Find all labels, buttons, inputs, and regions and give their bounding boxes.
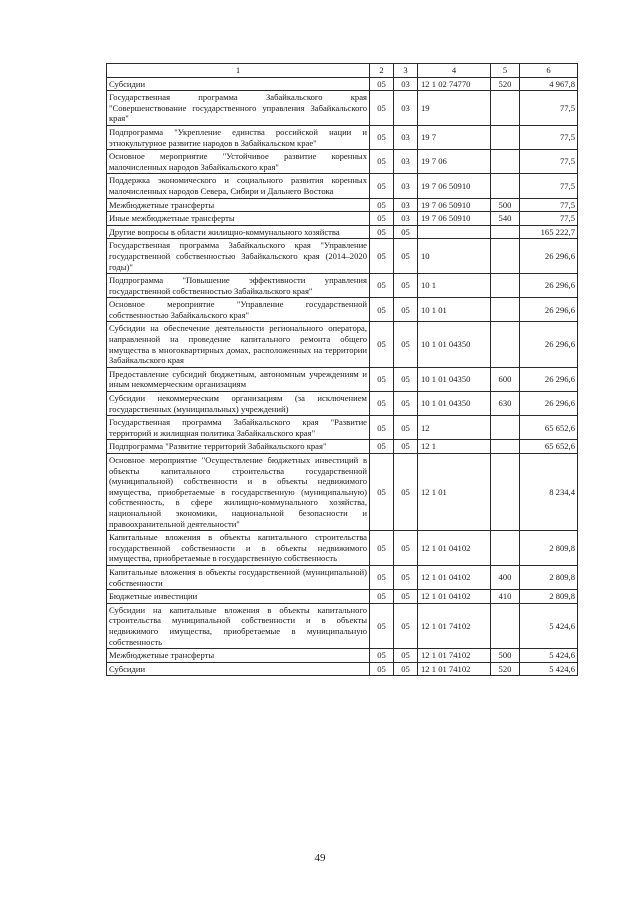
amount-cell: 4 967,8: [520, 77, 578, 91]
amount-cell: 5 424,6: [520, 662, 578, 676]
row-name-cell: Основное мероприятие "Осуществление бюджетных инвестиций в объекты капитального строительства государственной (муниципальной) собственности и в объекты недвижимого имущества, приобретаемые в государственную (муниципальную) собственность, в сфере жилищно-коммунального хозяйства, национальной экономики, национальной безопасности и правоохранительной деятельности": [107, 454, 370, 531]
header-row: [107, 64, 578, 78]
row-name-cell: Подпрограмма "Укрепление единства российской нации и этнокультурное развитие народов в Забайкальском крае": [107, 125, 370, 149]
row-name-cell: Подпрограмма "Повышение эффективности управления государственной собственностью Забайкальского края": [107, 274, 370, 298]
subsection-cell: 05: [394, 454, 418, 531]
table-row: [107, 649, 578, 663]
expense-type-cell: 600: [491, 367, 520, 391]
expense-type-cell: [491, 274, 520, 298]
amount-cell: 77,5: [520, 125, 578, 149]
table-row: [107, 225, 578, 239]
subsection-cell: 05: [394, 416, 418, 440]
amount-cell: 77,5: [520, 198, 578, 212]
section-cell: 05: [370, 225, 394, 239]
section-cell: 05: [370, 603, 394, 648]
target-code-cell: 12 1 01 74102: [418, 662, 491, 676]
target-code-cell: 19 7 06: [418, 150, 491, 174]
subsection-cell: 05: [394, 565, 418, 589]
section-cell: 05: [370, 590, 394, 604]
amount-cell: 77,5: [520, 174, 578, 198]
expense-type-cell: [491, 454, 520, 531]
subsection-cell: 05: [394, 392, 418, 416]
page-number: 49: [314, 852, 326, 864]
table-row: [107, 91, 578, 126]
subsection-cell: 05: [394, 239, 418, 274]
column-header: 4: [418, 64, 491, 78]
row-name-cell: Основное мероприятие "Устойчивое развитие коренных малочисленных народов Забайкальского края": [107, 150, 370, 174]
row-name-cell: Субсидии на обеспечение деятельности регионального оператора, направленной на проведение капитального ремонта общего имущества в многоквартирных домах, расположенных на территории Забайкальского края: [107, 322, 370, 367]
target-code-cell: 19 7 06 50910: [418, 212, 491, 226]
amount-cell: 26 296,6: [520, 298, 578, 322]
expense-type-cell: [491, 440, 520, 454]
table-row: [107, 392, 578, 416]
row-name-cell: Межбюджетные трансферты: [107, 649, 370, 663]
expense-type-cell: [491, 298, 520, 322]
row-name-cell: Субсидии на капитальные вложения в объекты капитального строительства муниципальной собственности и в объекты недвижимого имущества, приобретаемые в муниципальную собственность: [107, 603, 370, 648]
section-cell: 05: [370, 298, 394, 322]
section-cell: 05: [370, 274, 394, 298]
section-cell: 05: [370, 77, 394, 91]
section-cell: 05: [370, 440, 394, 454]
expense-type-cell: [491, 603, 520, 648]
target-code-cell: 12 1 01 04102: [418, 565, 491, 589]
column-header: 5: [491, 64, 520, 78]
section-cell: 05: [370, 565, 394, 589]
expense-type-cell: [491, 239, 520, 274]
subsection-cell: 03: [394, 150, 418, 174]
table-row: [107, 239, 578, 274]
row-name-cell: Иные межбюджетные трансферты: [107, 212, 370, 226]
table-row: [107, 565, 578, 589]
subsection-cell: 05: [394, 590, 418, 604]
row-name-cell: Субсидии: [107, 662, 370, 676]
table-row: [107, 198, 578, 212]
table-row: [107, 322, 578, 367]
subsection-cell: 03: [394, 198, 418, 212]
table-row: [107, 212, 578, 226]
row-name-cell: Капитальные вложения в объекты государственной (муниципальной) собственности: [107, 565, 370, 589]
section-cell: 05: [370, 662, 394, 676]
section-cell: 05: [370, 322, 394, 367]
subsection-cell: 03: [394, 91, 418, 126]
target-code-cell: 12 1 01 04102: [418, 590, 491, 604]
table-row: [107, 367, 578, 391]
table-row: [107, 416, 578, 440]
table-row: [107, 603, 578, 648]
subsection-cell: 03: [394, 174, 418, 198]
column-header: 1: [107, 64, 370, 78]
column-header: 3: [394, 64, 418, 78]
column-header: 2: [370, 64, 394, 78]
target-code-cell: 10 1 01 04350: [418, 322, 491, 367]
section-cell: 05: [370, 174, 394, 198]
amount-cell: 77,5: [520, 212, 578, 226]
expense-type-cell: 410: [491, 590, 520, 604]
section-cell: 05: [370, 198, 394, 212]
amount-cell: 165 222,7: [520, 225, 578, 239]
target-code-cell: 12 1: [418, 440, 491, 454]
row-name-cell: Подпрограмма "Развитие территорий Забайкальского края": [107, 440, 370, 454]
table-row: [107, 298, 578, 322]
amount-cell: 5 424,6: [520, 603, 578, 648]
expense-type-cell: [491, 531, 520, 566]
subsection-cell: 05: [394, 298, 418, 322]
table-row: [107, 662, 578, 676]
subsection-cell: 03: [394, 212, 418, 226]
amount-cell: 8 234,4: [520, 454, 578, 531]
target-code-cell: 12: [418, 416, 491, 440]
table-row: [107, 590, 578, 604]
amount-cell: 26 296,6: [520, 239, 578, 274]
section-cell: 05: [370, 392, 394, 416]
amount-cell: 2 809,8: [520, 531, 578, 566]
amount-cell: 65 652,6: [520, 440, 578, 454]
expense-type-cell: 500: [491, 198, 520, 212]
row-name-cell: Предоставление субсидий бюджетным, автономным учреждениям и иным некоммерческим организациям: [107, 367, 370, 391]
row-name-cell: Субсидии: [107, 77, 370, 91]
table-row: [107, 440, 578, 454]
expense-type-cell: 520: [491, 77, 520, 91]
table-row: [107, 531, 578, 566]
target-code-cell: 10 1 01: [418, 298, 491, 322]
subsection-cell: 05: [394, 531, 418, 566]
subsection-cell: 05: [394, 649, 418, 663]
target-code-cell: 10: [418, 239, 491, 274]
row-name-cell: Поддержка экономического и социального развития коренных малочисленных народов Севера, Сибири и Дальнего Востока: [107, 174, 370, 198]
amount-cell: 2 809,8: [520, 590, 578, 604]
target-code-cell: 10 1 01 04350: [418, 367, 491, 391]
section-cell: 05: [370, 649, 394, 663]
row-name-cell: Основное мероприятие "Управление государственной собственностью Забайкальского края": [107, 298, 370, 322]
row-name-cell: Субсидии некоммерческим организациям (за исключением государственных (муниципальных) учреждений): [107, 392, 370, 416]
expense-type-cell: 520: [491, 662, 520, 676]
subsection-cell: 05: [394, 225, 418, 239]
expense-type-cell: [491, 125, 520, 149]
table-row: [107, 174, 578, 198]
subsection-cell: 05: [394, 440, 418, 454]
target-code-cell: 10 1: [418, 274, 491, 298]
target-code-cell: 12 1 02 74770: [418, 77, 491, 91]
amount-cell: 26 296,6: [520, 274, 578, 298]
target-code-cell: [418, 225, 491, 239]
expense-type-cell: 540: [491, 212, 520, 226]
subsection-cell: 05: [394, 367, 418, 391]
row-name-cell: Государственная программа Забайкальского края "Развитие территорий и жилищная политика Забайкальского края": [107, 416, 370, 440]
amount-cell: 2 809,8: [520, 565, 578, 589]
subsection-cell: 05: [394, 603, 418, 648]
table-row: [107, 77, 578, 91]
subsection-cell: 05: [394, 322, 418, 367]
amount-cell: 26 296,6: [520, 392, 578, 416]
target-code-cell: 19 7: [418, 125, 491, 149]
target-code-cell: 12 1 01 04102: [418, 531, 491, 566]
document-page: [106, 63, 577, 676]
target-code-cell: 19 7 06 50910: [418, 198, 491, 212]
table-row: [107, 125, 578, 149]
expense-type-cell: [491, 416, 520, 440]
amount-cell: 77,5: [520, 150, 578, 174]
table-row: [107, 454, 578, 531]
amount-cell: 26 296,6: [520, 322, 578, 367]
expense-type-cell: [491, 225, 520, 239]
table-row: [107, 150, 578, 174]
expense-type-cell: 400: [491, 565, 520, 589]
section-cell: 05: [370, 416, 394, 440]
target-code-cell: 19 7 06 50910: [418, 174, 491, 198]
expense-type-cell: [491, 91, 520, 126]
row-name-cell: Государственная программа Забайкальского края "Управление государственной собственностью Забайкальского края (2014–2020 годы)": [107, 239, 370, 274]
row-name-cell: Другие вопросы в области жилищно-коммунального хозяйства: [107, 225, 370, 239]
amount-cell: 5 424,6: [520, 649, 578, 663]
section-cell: 05: [370, 150, 394, 174]
row-name-cell: Межбюджетные трансферты: [107, 198, 370, 212]
row-name-cell: Государственная программа Забайкальского края "Совершенствование государственного управления Забайкальского края": [107, 91, 370, 126]
table-row: [107, 274, 578, 298]
amount-cell: 77,5: [520, 91, 578, 126]
subsection-cell: 05: [394, 274, 418, 298]
budget-table: [106, 63, 578, 676]
expense-type-cell: [491, 322, 520, 367]
column-header: 6: [520, 64, 578, 78]
subsection-cell: 03: [394, 125, 418, 149]
table-body: [107, 64, 578, 676]
target-code-cell: 12 1 01: [418, 454, 491, 531]
target-code-cell: 12 1 01 74102: [418, 649, 491, 663]
expense-type-cell: 630: [491, 392, 520, 416]
section-cell: 05: [370, 91, 394, 126]
subsection-cell: 03: [394, 77, 418, 91]
row-name-cell: Бюджетные инвестиции: [107, 590, 370, 604]
subsection-cell: 05: [394, 662, 418, 676]
target-code-cell: 10 1 01 04350: [418, 392, 491, 416]
section-cell: 05: [370, 367, 394, 391]
amount-cell: 26 296,6: [520, 367, 578, 391]
target-code-cell: 19: [418, 91, 491, 126]
section-cell: 05: [370, 454, 394, 531]
target-code-cell: 12 1 01 74102: [418, 603, 491, 648]
section-cell: 05: [370, 239, 394, 274]
section-cell: 05: [370, 125, 394, 149]
amount-cell: 65 652,6: [520, 416, 578, 440]
row-name-cell: Капитальные вложения в объекты капитального строительства государственной собственности и в объекты недвижимого имущества, приобретаемые в государственную собственность: [107, 531, 370, 566]
section-cell: 05: [370, 212, 394, 226]
section-cell: 05: [370, 531, 394, 566]
expense-type-cell: [491, 150, 520, 174]
expense-type-cell: [491, 174, 520, 198]
expense-type-cell: 500: [491, 649, 520, 663]
